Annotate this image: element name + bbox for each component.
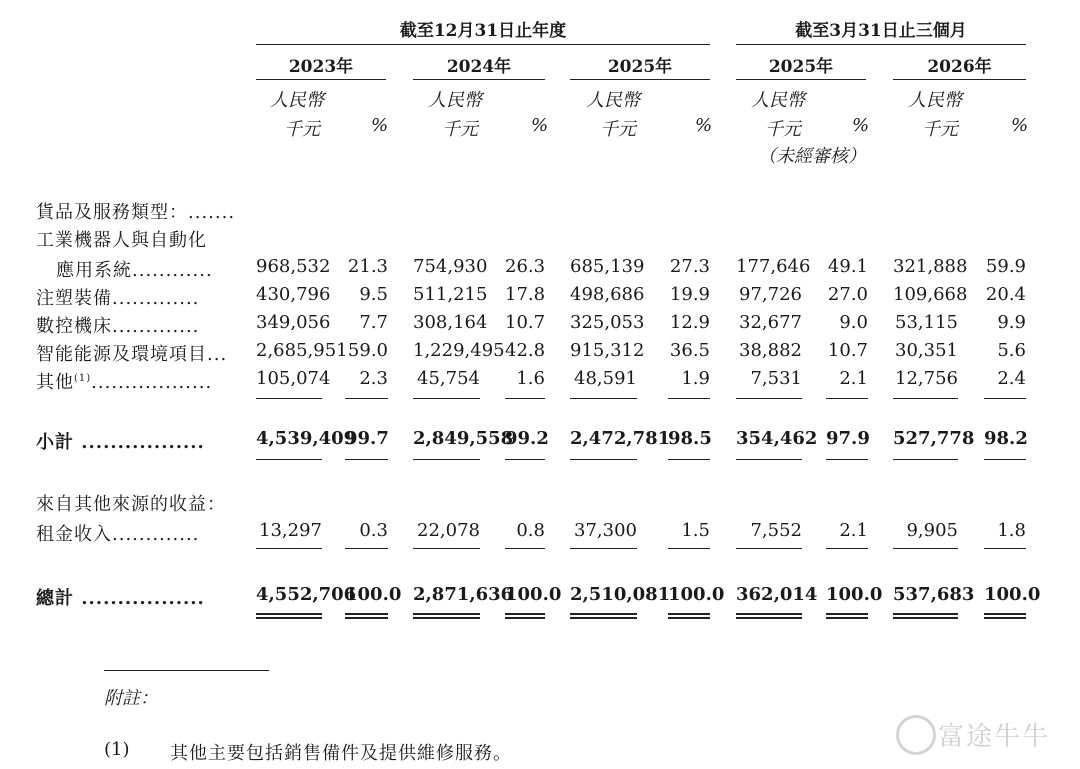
sum-rule: [413, 398, 480, 399]
table-cell: 0.8: [516, 520, 545, 541]
year-rule: [893, 79, 1026, 80]
section-goods-type: 貨品及服務類型：.......: [36, 202, 236, 223]
table-cell: 1.9: [681, 368, 710, 389]
currency-label: 人民幣: [908, 90, 962, 111]
row-label-other: 其他$^{(1)}$..................: [36, 372, 213, 393]
table-cell: 98.5: [668, 428, 712, 449]
table-cell: 100.0: [505, 584, 562, 605]
table-cell: 59.9: [985, 256, 1026, 277]
sum-rule: [984, 548, 1026, 549]
table-cell: 2,510,081: [570, 584, 671, 605]
year-rule: [413, 79, 545, 80]
table-cell: 9.5: [359, 284, 388, 305]
double-underline: [668, 613, 710, 619]
table-cell: 37,300: [574, 520, 637, 541]
table-cell: 2,685,951: [256, 340, 348, 361]
table-cell: 9,905: [906, 520, 958, 541]
annual-header: 截至12月31日止年度: [399, 21, 567, 41]
table-cell: 7,552: [750, 520, 802, 541]
table-cell: 48,591: [574, 368, 637, 389]
table-cell: 45,754: [417, 368, 480, 389]
sum-rule: [984, 398, 1026, 399]
row-label: 工業機器人與自動化: [36, 230, 207, 251]
pct-label: %: [531, 115, 549, 136]
table-cell: 12,756: [895, 368, 958, 389]
sum-rule: [345, 459, 388, 460]
notes-divider: [104, 670, 269, 671]
table-cell: 100.0: [826, 584, 883, 605]
table-cell: 177,646: [736, 256, 811, 277]
currency-label: 人民幣: [751, 90, 805, 111]
sum-rule: [668, 459, 710, 460]
table-cell: 362,014: [736, 584, 818, 605]
subtotal-label: 小計 .................: [36, 432, 205, 453]
row-label: 應用系統............: [56, 260, 213, 281]
table-cell: 13,297: [259, 520, 322, 541]
sum-rule: [505, 548, 545, 549]
double-underline: [893, 613, 958, 619]
table-cell: 22,078: [417, 520, 480, 541]
table-cell: 36.5: [669, 340, 710, 361]
table-cell: 2,472,781: [570, 428, 671, 449]
table-cell: 100.0: [668, 584, 725, 605]
table-cell: 20.4: [985, 284, 1026, 305]
sum-rule: [826, 398, 868, 399]
sum-rule: [345, 398, 388, 399]
table-cell: 5.6: [997, 340, 1026, 361]
table-cell: 968,532: [256, 256, 331, 277]
footnote-ref: (1): [74, 373, 92, 384]
table-cell: 4,539,409: [256, 428, 357, 449]
table-cell: 537,683: [893, 584, 975, 605]
year-rule: [256, 79, 386, 80]
sum-rule: [505, 398, 545, 399]
double-underline: [736, 613, 802, 619]
year-rule: [570, 79, 710, 80]
currency-label: 人民幣: [428, 90, 482, 111]
sum-rule: [668, 548, 710, 549]
table-cell: 30,351: [895, 340, 958, 361]
sum-rule: [736, 548, 802, 549]
table-cell: 2.1: [839, 368, 868, 389]
sum-rule: [668, 398, 710, 399]
table-cell: 27.3: [669, 256, 710, 277]
table-cell: 2.3: [359, 368, 388, 389]
unit-label: 千元: [284, 119, 320, 140]
table-cell: 21.3: [347, 256, 388, 277]
notes-title: 附註：: [104, 688, 158, 709]
sum-rule: [736, 398, 802, 399]
table-cell: 12.9: [669, 312, 710, 333]
table-cell: 325,053: [570, 312, 645, 333]
year-header-2023: 2023年: [288, 57, 354, 77]
row-label: 注塑裝備.............: [36, 288, 200, 309]
table-cell: 2,849,558: [413, 428, 514, 449]
watermark-logo-icon: [896, 715, 936, 755]
year-header-2024: 2024年: [446, 57, 512, 77]
sum-rule: [256, 398, 322, 399]
sum-rule: [345, 548, 388, 549]
watermark-text: 富途牛牛: [938, 722, 1051, 752]
double-underline: [256, 613, 322, 619]
quarter-header-rule: [736, 44, 1026, 45]
table-cell: 915,312: [570, 340, 645, 361]
sum-rule: [736, 459, 802, 460]
table-cell: 59.0: [347, 340, 388, 361]
table-cell: 26.3: [505, 256, 546, 277]
table-cell: 7,531: [750, 368, 802, 389]
table-cell: 109,668: [893, 284, 968, 305]
table-cell: 38,882: [739, 340, 802, 361]
table-cell: 308,164: [413, 312, 488, 333]
table-cell: 4,552,706: [256, 584, 357, 605]
double-underline: [826, 613, 868, 619]
sum-rule: [570, 459, 637, 460]
double-underline: [345, 613, 388, 619]
currency-label: 人民幣: [270, 90, 324, 111]
sum-rule: [505, 459, 545, 460]
year-header-2026-q: 2026年: [927, 57, 992, 77]
pct-label: %: [695, 115, 713, 136]
table-cell: 498,686: [570, 284, 645, 305]
table-cell: 53,115: [895, 312, 958, 333]
table-cell: 1.6: [516, 368, 545, 389]
double-underline: [505, 613, 545, 619]
table-cell: 98.2: [984, 428, 1028, 449]
table-cell: 354,462: [736, 428, 818, 449]
quarter-header: 截至3月31日止三個月: [795, 21, 967, 41]
annual-header-rule: [256, 44, 710, 45]
table-cell: 49.1: [827, 256, 868, 277]
table-cell: 99.2: [505, 428, 549, 449]
double-underline: [570, 613, 637, 619]
table-cell: 100.0: [345, 584, 402, 605]
sum-rule: [256, 459, 322, 460]
pct-label: %: [852, 115, 870, 136]
table-cell: 1,229,495: [413, 340, 505, 361]
note-1-number: (1): [104, 739, 130, 760]
note-1-text: 其他主要包括銷售備件及提供維修服務。: [170, 743, 512, 764]
table-cell: 430,796: [256, 284, 331, 305]
table-cell: 321,888: [893, 256, 968, 277]
section-other-source: 來自其他來源的收益：: [36, 494, 226, 515]
year-header-2025-q: 2025年: [768, 57, 834, 77]
table-cell: 100.0: [984, 584, 1041, 605]
unaudited-label: （未經審核）: [758, 146, 866, 167]
table-cell: 17.8: [505, 284, 546, 305]
table-cell: 97,726: [739, 284, 802, 305]
table-cell: 9.0: [839, 312, 868, 333]
year-header-2025: 2025年: [607, 57, 673, 77]
table-cell: 1.8: [997, 520, 1026, 541]
table-cell: 2,871,636: [413, 584, 514, 605]
unit-label: 千元: [765, 119, 801, 140]
sum-rule: [893, 548, 958, 549]
table-cell: 0.3: [359, 520, 388, 541]
table-cell: 2.1: [839, 520, 868, 541]
total-label: 總計 .................: [36, 588, 205, 609]
currency-label: 人民幣: [586, 90, 640, 111]
sum-rule: [893, 459, 958, 460]
sum-rule: [826, 548, 868, 549]
row-label: 智能能源及環境項目...: [36, 344, 228, 365]
double-underline: [413, 613, 480, 619]
double-underline: [984, 613, 1026, 619]
table-cell: 10.7: [827, 340, 868, 361]
unit-label: 千元: [600, 119, 636, 140]
year-rule: [736, 79, 866, 80]
table-cell: 511,215: [413, 284, 488, 305]
table-cell: 1.5: [681, 520, 710, 541]
table-cell: 9.9: [997, 312, 1026, 333]
table-cell: 7.7: [359, 312, 388, 333]
table-cell: 97.9: [826, 428, 870, 449]
table-cell: 27.0: [827, 284, 868, 305]
sum-rule: [893, 398, 958, 399]
table-cell: 527,778: [893, 428, 975, 449]
sum-rule: [826, 459, 868, 460]
table-cell: 32,677: [739, 312, 802, 333]
table-cell: 685,139: [570, 256, 645, 277]
row-label: 租金收入.............: [36, 524, 200, 545]
table-cell: 19.9: [669, 284, 710, 305]
unit-label: 千元: [922, 119, 958, 140]
pct-label: %: [371, 115, 389, 136]
sum-rule: [984, 459, 1026, 460]
sum-rule: [256, 548, 322, 549]
pct-label: %: [1011, 115, 1029, 136]
table-cell: 2.4: [997, 368, 1026, 389]
sum-rule: [570, 548, 637, 549]
table-cell: 349,056: [256, 312, 331, 333]
table-cell: 10.7: [505, 312, 546, 333]
table-cell: 105,074: [256, 368, 331, 389]
row-label: 數控機床.............: [36, 316, 200, 337]
table-cell: 99.7: [345, 428, 389, 449]
table-cell: 42.8: [505, 340, 546, 361]
sum-rule: [570, 398, 637, 399]
table-cell: 754,930: [413, 256, 488, 277]
sum-rule: [413, 459, 480, 460]
unit-label: 千元: [442, 119, 478, 140]
sum-rule: [413, 548, 480, 549]
